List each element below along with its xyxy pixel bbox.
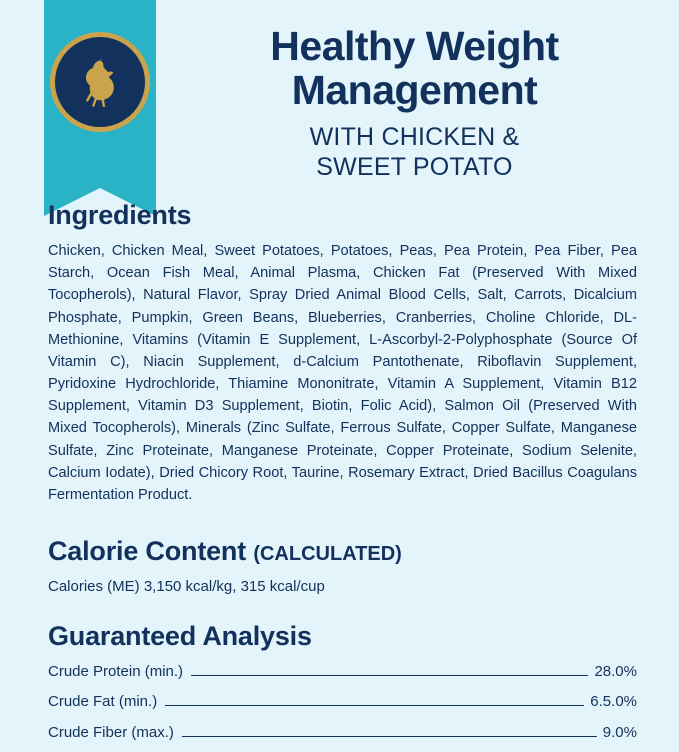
table-row xyxy=(48,691,637,714)
ga-label: Crude Fat (min.) xyxy=(48,693,158,711)
title-line-2: Management xyxy=(291,67,538,114)
guaranteed-analysis-section xyxy=(48,621,637,745)
ga-leader-line xyxy=(182,736,597,737)
ga-value: 9.0% xyxy=(602,723,637,741)
guaranteed-analysis-heading: Guaranteed Analysis xyxy=(48,620,312,651)
ingredients-section xyxy=(48,200,637,506)
calorie-content-section xyxy=(48,536,637,599)
calorie-content-heading-text: Calorie Content xyxy=(48,536,247,567)
calorie-content-heading-paren: (CALCULATED) xyxy=(253,543,402,566)
subtitle-line-1: WITH CHICKEN & xyxy=(309,122,520,151)
subtitle-line-2: SWEET POTATO xyxy=(316,153,513,182)
title-line-1: Healthy Weight xyxy=(270,23,559,69)
ga-value: 6.5.0% xyxy=(590,693,637,711)
ingredients-text: Chicken, Chicken Meal, Sweet Potatoes, Potatoes, Peas, Pea Protein, Pea Fiber, Pea Starch, Ocean Fish Meal, Animal Plasma, Chicken Fat (Preserved With Mixed Tocopherols), Natural Flavor, Spray Dried Animal Blood Cells, Salt, Carrots, Dicalcium Phosphate, Pumpkin, Green Beans, Blueberries, Cranberries, Choline Chloride, DL-Methionine, Vitamins (Vitamin E Supplement, L-Ascorbyl-2-Polyphosphate (Source Of Vitamin C), Niacin Supplement, d-Calcium Pantothenate, Riboflavin Supplement, Pyridoxine Hydrochloride, Thiamine Mononitrate, Vitamin A Supplement, Vitamin B12 Supplement, Vitamin D3 Supplement, Biotin, Folic Acid), Salmon Oil (Preserved With Mixed Tocopherols), Minerals (Zinc Sulfate, Ferrous Sulfate, Copper Sulfate, Manganese Sulfate, Zinc Proteinate, Manganese Proteinate, Copper Proteinate, Sodium Selenite, Calcium Iodate), Dried Chicory Root, Taurine, Rosemary Extract, Dried Bacillus Coagulans Fermentation Product. xyxy=(48,243,637,503)
table-row xyxy=(48,661,637,684)
calorie-content-text: Calories (ME) 3,150 kcal/kg, 315 kcal/cup xyxy=(48,578,325,596)
ingredients-heading: Ingredients xyxy=(48,200,192,230)
label-content xyxy=(48,200,637,752)
chicken-icon xyxy=(50,32,150,132)
ga-leader-line xyxy=(165,705,584,706)
ga-value: 28.0% xyxy=(594,662,637,680)
ga-leader-line xyxy=(191,675,588,676)
calorie-content-heading xyxy=(48,536,637,567)
page-title xyxy=(170,24,659,183)
table-row xyxy=(48,722,637,745)
ga-label: Crude Protein (min.) xyxy=(48,662,184,680)
ga-label: Crude Fiber (max.) xyxy=(48,723,174,741)
product-header xyxy=(0,0,679,196)
